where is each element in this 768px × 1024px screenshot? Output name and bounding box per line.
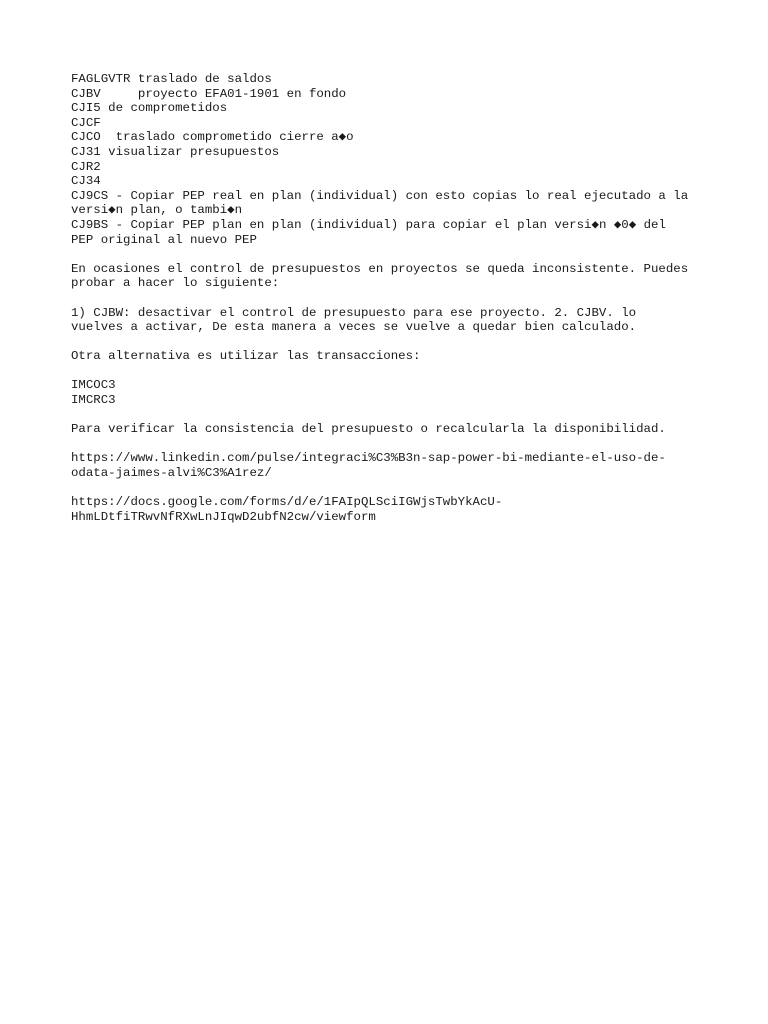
- linkedin-url[interactable]: [71, 451, 711, 480]
- paragraph-gap: [71, 481, 711, 496]
- paragraph-gap: [71, 247, 711, 262]
- transaction-line: CJ34: [71, 174, 101, 189]
- document-page: [71, 72, 711, 524]
- cj9cs-line-continued: versi◆n plan, o tambi◆n: [71, 203, 243, 218]
- alternative-transaction-list: [71, 378, 711, 407]
- inconsistency-paragraph: [71, 262, 711, 291]
- url-line[interactable]: https://www.linkedin.com/pulse/integraci%C3%B3n-sap-power-bi-mediante-el-uso-de-: [71, 451, 666, 466]
- url-line[interactable]: odata-jaimes-alvi%C3%A1rez/: [71, 466, 272, 481]
- paragraph-line: 1) CJBW: desactivar el control de presupuesto para ese proyecto. 2. CJBV. lo: [71, 305, 637, 320]
- cj9bs-line: CJ9BS - Copiar PEP plan en plan (individual) para copiar el plan versi◆n ◆0◆ del: [71, 217, 666, 232]
- google-forms-url[interactable]: [71, 495, 711, 524]
- steps-paragraph: [71, 306, 711, 335]
- transaction-line: IMCOC3: [71, 378, 116, 393]
- paragraph-gap: [71, 437, 711, 452]
- url-line[interactable]: https://docs.google.com/forms/d/e/1FAIpQLSciIGWjsTwbYkAcU-: [71, 495, 503, 510]
- transaction-line: CJR2: [71, 159, 101, 174]
- transaction-line: CJ31 visualizar presupuestos: [71, 144, 280, 159]
- paragraph-gap: [71, 335, 711, 350]
- transaction-line: FAGLGVTR traslado de saldos: [71, 72, 272, 86]
- paragraph-line: vuelves a activar, De esta manera a veces se vuelve a quedar bien calculado.: [71, 320, 637, 335]
- paragraph-gap: [71, 364, 711, 379]
- paragraph-gap: [71, 291, 711, 306]
- paragraph-line: probar a hacer lo siguiente:: [71, 276, 280, 291]
- transaction-line: CJCO traslado comprometido cierre a◆o: [71, 130, 354, 145]
- transaction-list: [71, 72, 711, 247]
- paragraph-line: En ocasiones el control de presupuestos en proyectos se queda inconsistente. Puedes: [71, 261, 689, 276]
- cj9bs-line-continued: PEP original al nuevo PEP: [71, 232, 257, 247]
- alternative-paragraph: Otra alternativa es utilizar las transacciones:: [71, 349, 421, 364]
- cj9cs-line: CJ9CS - Copiar PEP real en plan (individual) con esto copias lo real ejecutado a la: [71, 188, 689, 203]
- url-line[interactable]: HhmLDtfiTRwvNfRXwLnJIqwD2ubfN2cw/viewform: [71, 509, 376, 524]
- transaction-line: CJCF: [71, 115, 101, 130]
- paragraph-gap: [71, 408, 711, 423]
- transaction-line: IMCRC3: [71, 393, 116, 408]
- transaction-line: CJBV proyecto EFA01-1901 en fondo: [71, 86, 347, 101]
- verify-paragraph: Para verificar la consistencia del presupuesto o recalcularla la disponibilidad.: [71, 422, 666, 437]
- transaction-line: CJI5 de comprometidos: [71, 101, 228, 116]
